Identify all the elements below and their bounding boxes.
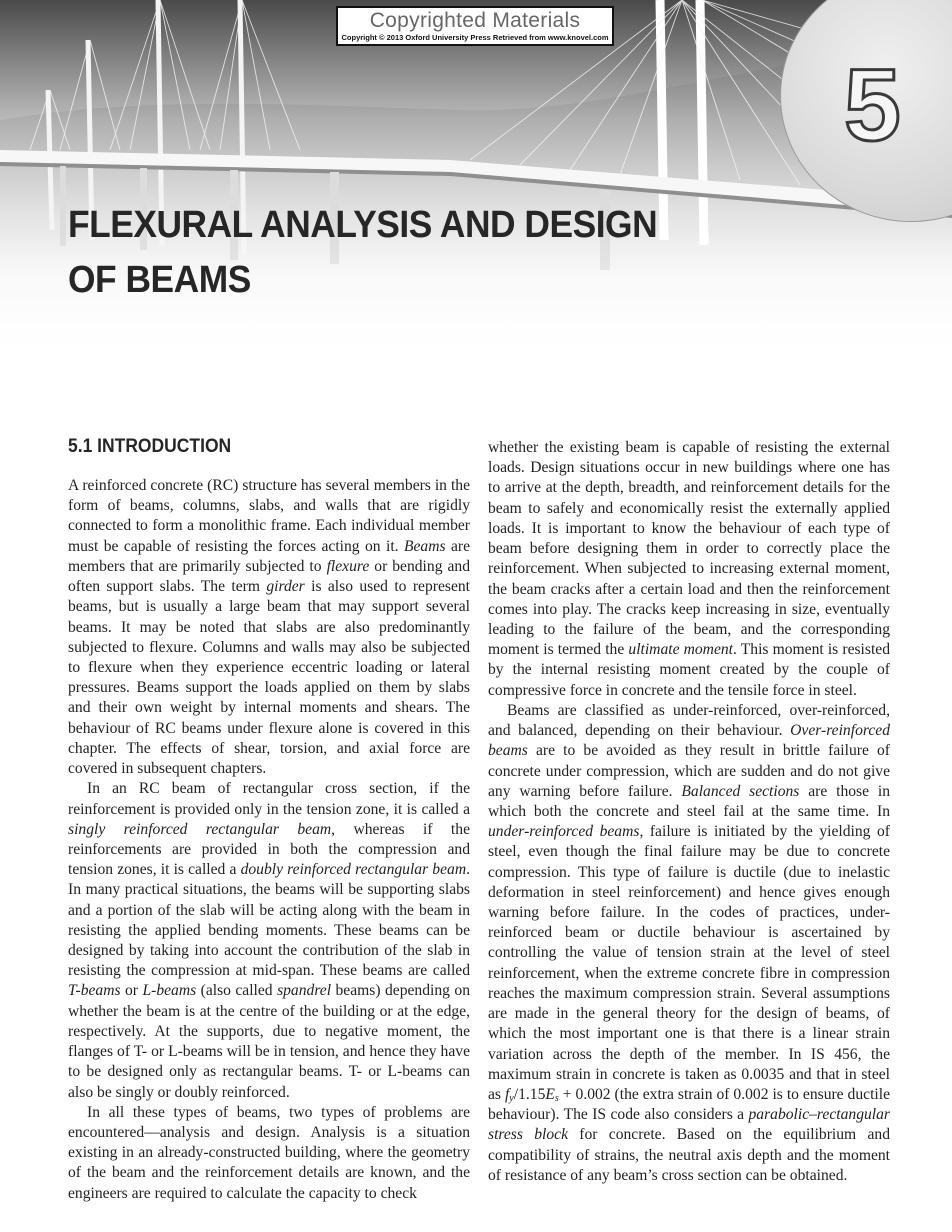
chapter-header-banner (0, 0, 952, 370)
copyright-title: Copyrighted Materials (369, 9, 581, 32)
right-column (488, 438, 890, 1186)
chapter-title-line-2: OF BEAMS (68, 259, 251, 301)
paragraph-5: Beams are classified as under-reinforced, over-reinforced, and balanced, depending on their behaviour. Over-reinforced beams are to be avoided as they result in brittle failure of concrete under compression, which are sudden and do not give any warning before failure. Balanced sections are those in which both the concrete and steel fail at the same time. In under-reinforced beams, failure is initiated by the yielding of steel, even though the final failure may be due to concrete compression. This type of failure is ductile (due to inelastic deformation in steel reinforcement) and hence gives enough warning before failure. In the codes of practices, under-reinforced beam or ductile behaviour is ascertained by controlling the value of tension strain at the level of steel reinforcement, when the extreme concrete fibre in compression reaches the maximum compression strain. Several assumptions are made in the general theory for the design of beams, of which the most important one is that there is a linear strain variation across the depth of the member. In IS 456, the maximum strain in concrete is taken as 0.0035 and that in steel as $f_y/1.15E_s + 0.002$ (the extra strain of 0.002 is to ensure ductile behaviour). The IS code also considers a parabolic–rectangular stress block for concrete. Based on the equilibrium and compatibility of strains, the neutral axis depth and the moment of resistance of any beam’s cross section can be obtained. (488, 701, 891, 1184)
section-heading: 5.1 INTRODUCTION (68, 436, 232, 457)
copyright-stamp (336, 6, 614, 46)
paragraph-2: In an RC beam of rectangular cross section, if the reinforcement is provided only in the tension zone, it is called a singly reinforced rectangular beam, whereas if the reinforcements are provided in both the compression and tension zones, it is called a doubly reinforced rectangular beam. In many practical situations, the beams will be supporting slabs and a portion of the slab will be acting along with the beam in resisting the applied bending moments. These beams can be designed by taking into account the contribution of the slab in resisting the compression at mid-span. These beams are called T-beams or L-beams (also called spandrel beams) depending on whether the beam is at the centre of the building or at the edge, respectively. At the supports, due to negative moment, the flanges of T- or L-beams will be in tension, and hence they have to be designed only as rectangular beams. T- or L-beams can also be singly or doubly reinforced. (68, 780, 470, 1101)
paragraph-4: whether the existing beam is capable of resisting the external loads. Design situations occur in new buildings where one has to arrive at the depth, breadth, and reinforcement details for the beam to safely and economically resist the externally applied loads. It is important to know the behaviour of each type of beam before designing them in order to correctly place the reinforcement. When subjected to increasing external moment, the beam cracks after a certain load and then the reinforcement comes into play. The cracks keep increasing in size, eventually leading to the failure of the beam, and the corresponding moment is termed the ultimate moment. This moment is resisted by the internal resisting moment created by the couple of compressive force in concrete and the tensile force in steel. (488, 439, 891, 699)
left-column (68, 436, 470, 1204)
chapter-title (68, 198, 700, 308)
paragraph-3: In all these types of beams, two types of problems are encountered—analysis and design. Analysis is a situation existing in an already-constructed building, where the geometry of the beam and the reinforcement details are known, and the engineers are required to calculate the capacity to check (68, 1103, 470, 1202)
chapter-title-line-1: FLEXURAL ANALYSIS AND DESIGN (68, 204, 658, 246)
paragraph-1: A reinforced concrete (RC) structure has several members in the form of beams, columns, slabs, and walls that are rigidly connected to form a monolithic frame. Each individual member must be capable of resisting the forces acting on it. Beams are members that are primarily subjected to flexure or bending and often support slabs. The term girder is also used to represent beams, but is usually a large beam that may support several beams. It may be noted that slabs are also predominantly subjected to flexure. Columns and walls may also be subjected to flexure when they experience eccentric loading or lateral pressures. Beams support the loads applied on them by slabs and their own weight by internal moments and shears. The behaviour of RC beams under flexure alone is covered in this chapter. The effects of shear, torsion, and axial force are covered in subsequent chapters. (68, 477, 471, 778)
chapter-number: 5 (844, 48, 901, 162)
copyright-notice: Copyright © 2013 Oxford University Press Retrieved from www.knovel.com (341, 33, 609, 42)
